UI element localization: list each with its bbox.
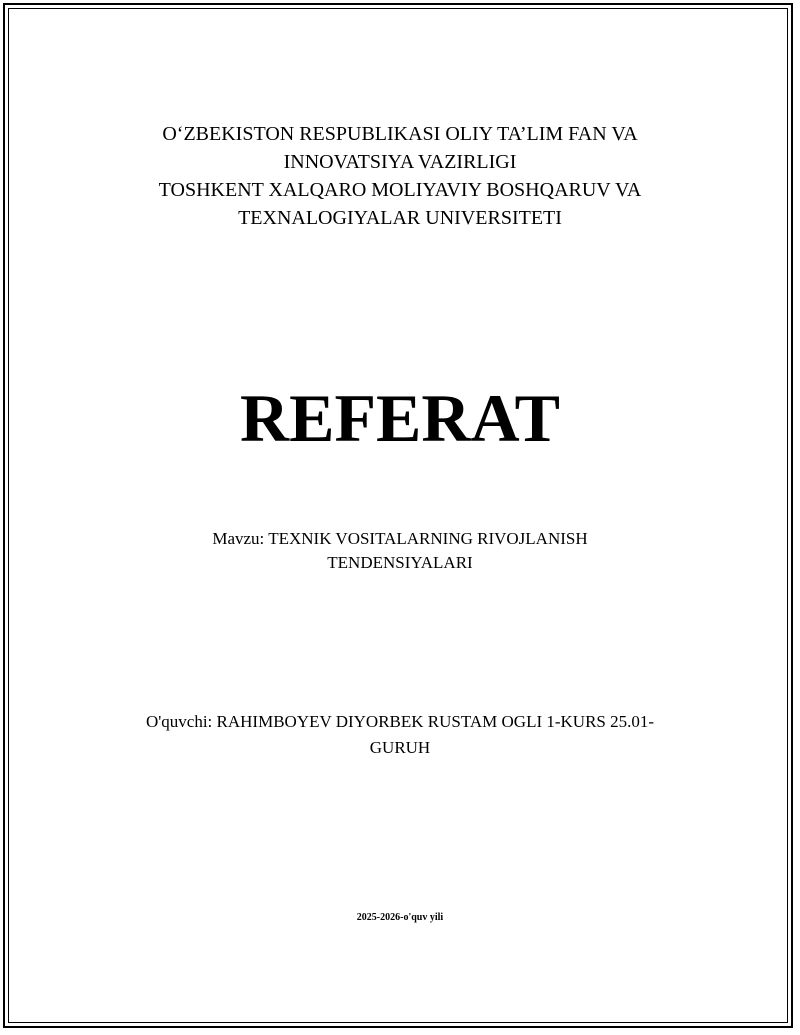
topic-block — [0, 527, 800, 575]
institution-header — [0, 120, 800, 232]
ministry-line-2: INNOVATSIYA VAZIRLIGI — [283, 151, 517, 173]
topic-line-2: TENDENSIYALARI — [327, 553, 473, 572]
document-title: REFERAT — [240, 380, 560, 456]
academic-year: 2025-2026-o'quv yili — [356, 912, 444, 923]
student-line-1: O'quvchi: RAHIMBOYEV DIYORBEK RUSTAM OGLI 1-KURS 25.01- — [145, 712, 655, 731]
university-line-2: TEXNALOGIYALAR UNIVERSITETI — [238, 207, 562, 229]
university-line-1: TOSHKENT XALQARO MOLIYAVIY BOSHQARUV VA — [158, 179, 642, 201]
ministry-line-1: O‘ZBEKISTON RESPUBLIKASI OLIY TA’LIM FAN VA — [162, 123, 638, 145]
student-block — [0, 709, 800, 761]
student-line-2: GURUH — [369, 738, 431, 757]
topic-line-1: Mavzu: TEXNIK VOSITALARNING RIVOJLANISH — [212, 529, 588, 548]
